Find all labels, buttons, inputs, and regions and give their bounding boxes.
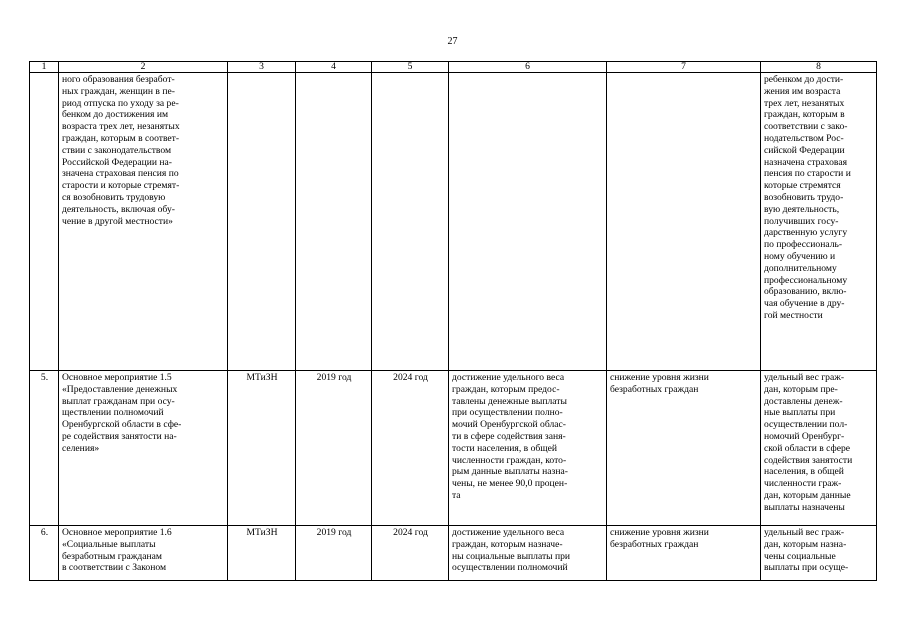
expected-result-cell: достижение удельного веса граждан, которым назначе- ны социальные выплаты при осуществлении полномочий [449,526,607,581]
consequence-cell [607,73,761,371]
end-year-cell: 2024 год [372,526,449,581]
column-number: 8 [761,62,877,73]
expected-result-cell: достижение удельного веса граждан, которым предос- тавлены денежные выплаты при осуществлении полно- мочий Оренбургской облас- ти в сфере содействия заня- тости населения, в общей численности граждан, кото- рым данные выплаты назна- чены, не менее 90,0 процен- та [449,371,607,526]
measure-name-cell: Основное мероприятие 1.5 «Предоставление денежных выплат гражданам при осу- ществлении полномочий Оренбургской области в сфе- ре содействия занятости на- селения» [59,371,228,526]
column-number-row [30,62,877,73]
indicator-cell: удельный вес граж- дан, которым назна- чены социальные выплаты при осуще- [761,526,877,581]
column-number: 5 [372,62,449,73]
executor-cell [228,73,296,371]
executor-cell: МТиЗН [228,371,296,526]
indicator-cell: удельный вес граж- дан, которым пре- доставлены денеж- ные выплаты при осуществлении пол- номочий Оренбург- ской области в сфере содействия занятости населения, в общей численности граж- дан, которым данные выплаты назначены [761,371,877,526]
start-year-cell: 2019 год [296,371,372,526]
end-year-cell: 2024 год [372,371,449,526]
start-year-cell [296,73,372,371]
column-number: 6 [449,62,607,73]
column-number: 1 [30,62,59,73]
expected-result-cell [449,73,607,371]
measure-name-cell: Основное мероприятие 1.6 «Социальные выплаты безработным гражданам в соответствии с Законом [59,526,228,581]
row-number-cell: 5. [30,371,59,526]
table-row [30,371,877,526]
column-number: 7 [607,62,761,73]
row-number-cell [30,73,59,371]
row-number-cell: 6. [30,526,59,581]
end-year-cell [372,73,449,371]
page-number: 27 [447,36,458,47]
consequence-cell: снижение уровня жизни безработных граждан [607,371,761,526]
column-number: 4 [296,62,372,73]
executor-cell: МТиЗН [228,526,296,581]
table-row [30,73,877,371]
measure-name-cell: ного образования безработ- ных граждан, женщин в пе- риод отпуска по уходу за ре- бенком до достижения им возраста трех лет, незанятых граждан, которым в соответ- ствии с законодательством Российской Федерации на- значена страховая пенсия по старости и которые стремят- ся возобновить трудовую деятельность, включая обу- чение в другой местности» [59,73,228,371]
start-year-cell: 2019 год [296,526,372,581]
column-number: 2 [59,62,228,73]
indicator-cell: ребенком до дости- жения им возраста трех лет, незанятых граждан, которым в соответствии с зако- нодательством Рос- сийской Федерации назначена страховая пенсия по старости и которые стремятся возобновить трудо- вую деятельность, получивших госу- дарственную услугу по профессиональ- ному обучению и дополнительному профессиональному образованию, вклю- чая обучение в дру- гой местности [761,73,877,371]
consequence-cell: снижение уровня жизни безработных граждан [607,526,761,581]
table-row [30,526,877,581]
column-number: 3 [228,62,296,73]
measures-table [29,61,877,581]
